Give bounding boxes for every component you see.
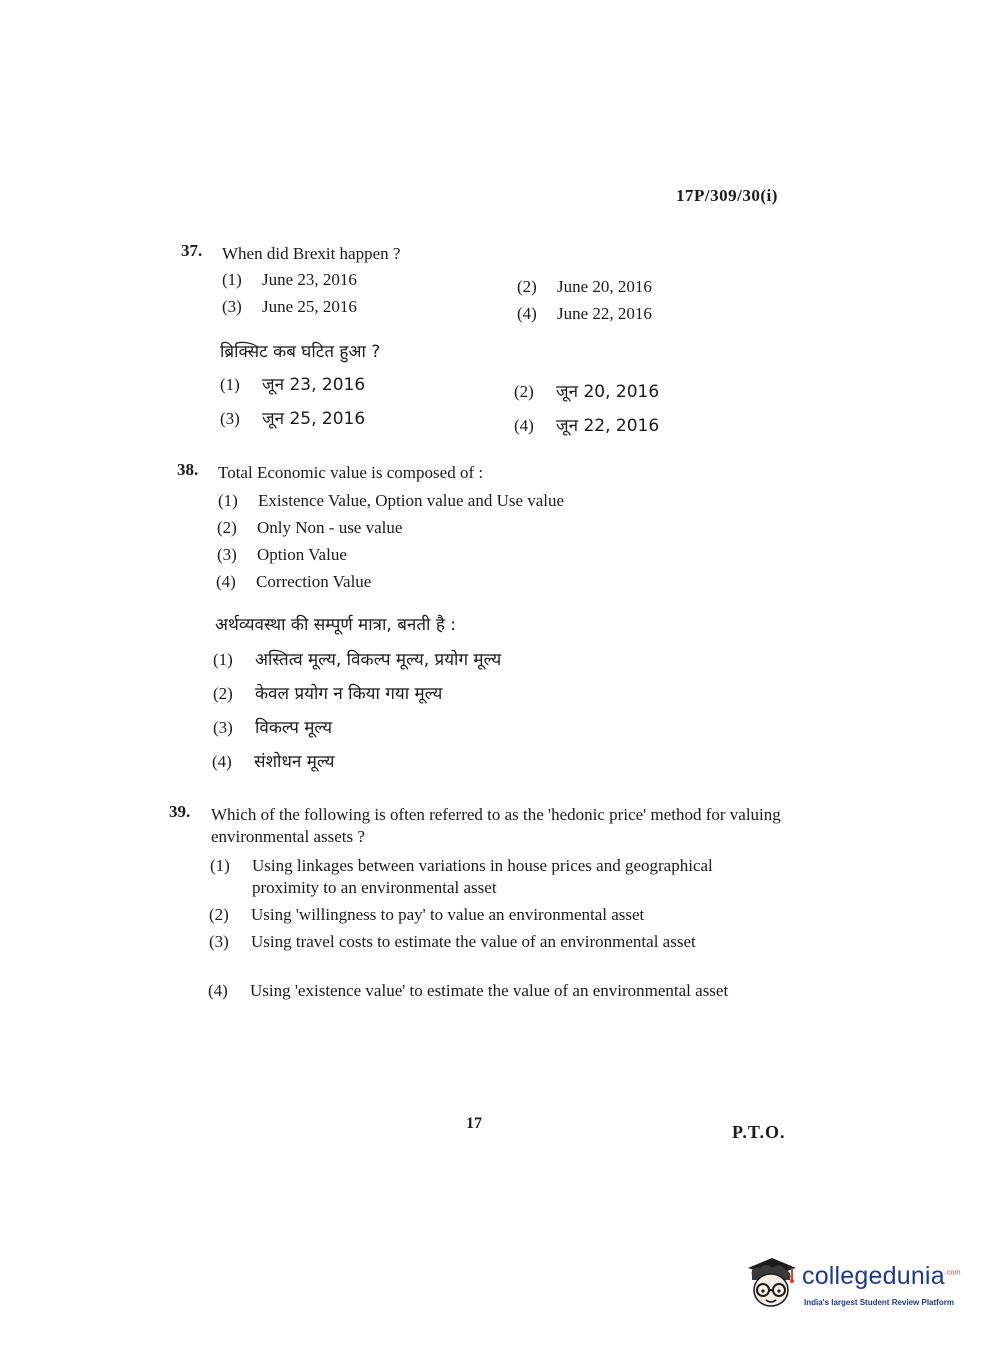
option-text: अस्तित्व मूल्य, विकल्प मूल्य, प्रयोग मूल्य — [255, 650, 502, 670]
option-en-1 — [218, 490, 564, 512]
option-number: (3) — [220, 409, 240, 428]
option-text: June 25, 2016 — [262, 297, 357, 316]
option-text: Existence Value, Option value and Use value — [258, 491, 565, 510]
option-number: (2) — [213, 684, 233, 703]
option-number: (3) — [209, 932, 229, 951]
option-number: (3) — [213, 718, 233, 737]
option-number: (1) — [218, 491, 238, 510]
option-en-2 — [217, 517, 402, 539]
option-text: June 20, 2016 — [557, 277, 652, 296]
option-en-2 — [517, 276, 652, 298]
question-text-en: Total Economic value is composed of : — [218, 463, 484, 482]
option-hi-4 — [514, 414, 659, 438]
question-text-en: Which of the following is often referred to as the 'hedonic price' method for valuing environmental assets ? — [211, 805, 781, 846]
option-text: Option Value — [257, 545, 347, 564]
option-number: (1) — [220, 375, 240, 394]
option-text: June 22, 2016 — [557, 304, 652, 323]
option-hi-2 — [213, 682, 442, 706]
question-number: 38. — [177, 460, 199, 479]
option-en-1 — [222, 269, 357, 291]
option-text: Using linkages between variations in house prices and geographical proximity to an environmental asset — [252, 856, 713, 897]
collegedunia-logo — [742, 1250, 972, 1320]
option-number: (4) — [514, 416, 534, 435]
option-hi-2 — [514, 380, 659, 404]
option-text: Only Non - use value — [257, 518, 403, 537]
option-text: जून 20, 2016 — [556, 382, 660, 402]
option-en-3 — [217, 544, 347, 566]
option-en-3 — [209, 931, 749, 953]
option-text: जून 22, 2016 — [556, 416, 660, 436]
option-number: (4) — [517, 304, 537, 323]
option-text: June 23, 2016 — [262, 270, 357, 289]
option-number: (1) — [213, 650, 233, 669]
option-text: जून 25, 2016 — [262, 409, 366, 429]
option-number: (2) — [514, 382, 534, 401]
option-number: (2) — [209, 905, 229, 924]
brand-tagline: India's largest Student Review Platform — [804, 1298, 954, 1307]
option-text: विकल्प मूल्य — [255, 718, 333, 738]
option-text: Using 'willingness to pay' to value an environmental asset — [251, 905, 645, 924]
option-hi-4 — [212, 750, 335, 774]
option-text: केवल प्रयोग न किया गया मूल्य — [255, 684, 443, 704]
question-text-en: When did Brexit happen ? — [222, 244, 401, 263]
option-text: Using 'existence value' to estimate the value of an environmental asset — [250, 981, 729, 1000]
option-en-4 — [517, 303, 652, 325]
option-number: (1) — [210, 856, 230, 875]
option-en-4 — [208, 980, 748, 1002]
mascot-icon — [742, 1254, 800, 1312]
option-hi-3 — [213, 716, 332, 740]
option-number: (3) — [222, 297, 242, 316]
option-en-1 — [210, 855, 750, 899]
option-en-4 — [216, 571, 371, 593]
page-number: 17 — [466, 1115, 482, 1132]
option-number: (2) — [517, 277, 537, 296]
option-text: संशोधन मूल्य — [254, 752, 335, 772]
option-number: (4) — [212, 752, 232, 771]
brand-name: collegedunia$^{.com}$ — [802, 1262, 961, 1290]
option-number: (3) — [217, 545, 237, 564]
option-text: जून 23, 2016 — [262, 375, 366, 395]
brand-dotcom: .com — [944, 1269, 961, 1277]
option-number: (1) — [222, 270, 242, 289]
option-hi-1 — [213, 648, 501, 672]
option-number: (4) — [216, 572, 236, 591]
question-number: 37. — [181, 241, 203, 260]
option-hi-3 — [220, 407, 365, 431]
option-text: Correction Value — [256, 572, 372, 591]
question-text-hi: ब्रिक्सिट कब घटित हुआ ? — [220, 342, 381, 362]
question-text-hi: अर्थव्यवस्था की सम्पूर्ण मात्रा, बनती है : — [215, 615, 457, 635]
option-en-2 — [209, 904, 749, 926]
option-text: Using travel costs to estimate the value of an environmental asset — [251, 932, 696, 951]
pto-label: P.T.O. — [732, 1122, 786, 1142]
option-en-3 — [222, 296, 357, 318]
paper-code: 17P/309/30(i) — [676, 186, 778, 205]
option-hi-1 — [220, 373, 365, 397]
option-number: (4) — [208, 981, 228, 1000]
option-number: (2) — [217, 518, 237, 537]
question-number: 39. — [169, 802, 191, 821]
